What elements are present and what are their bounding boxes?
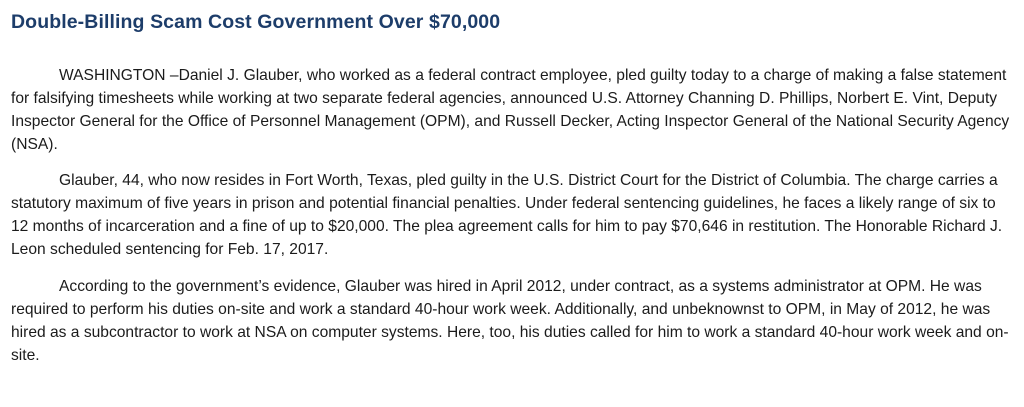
- article-headline: Double-Billing Scam Cost Government Over $70,000: [11, 11, 501, 33]
- article-paragraph-1: WASHINGTON –Daniel J. Glauber, who worked as a federal contract employee, pled guilty today to a charge of making a false statement for falsifying timesheets while working at two separate federal agencies, announced U.S. Attorney Channing D. Phillips, Norbert E. Vint, Deputy Inspector General for the Office of Personnel Management (OPM), and Russell Decker, Acting Inspector General of the National Security Agency (NSA).: [11, 67, 1010, 153]
- article-paragraph-2: Glauber, 44, who now resides in Fort Worth, Texas, pled guilty in the U.S. District Court for the District of Columbia. The charge carries a statutory maximum of five years in prison and potential financial penalties. Under federal sentencing guidelines, he faces a likely range of six to 12 months of incarceration and a fine of up to $20,000. The plea agreement calls for him to pay $70,646 in restitution. The Honorable Richard J. Leon scheduled sentencing for Feb. 17, 2017.: [11, 172, 1003, 258]
- article-paragraph-3: According to the government’s evidence, Glauber was hired in April 2012, under contract, as a systems administrator at OPM. He was required to perform his duties on-site and work a standard 40-hour work week. Additionally, and unbeknownst to OPM, in May of 2012, he was hired as a subcontractor to work at NSA on computer systems. Here, too, his duties called for him to work a standard 40-hour work week and on-site.: [11, 278, 1009, 364]
